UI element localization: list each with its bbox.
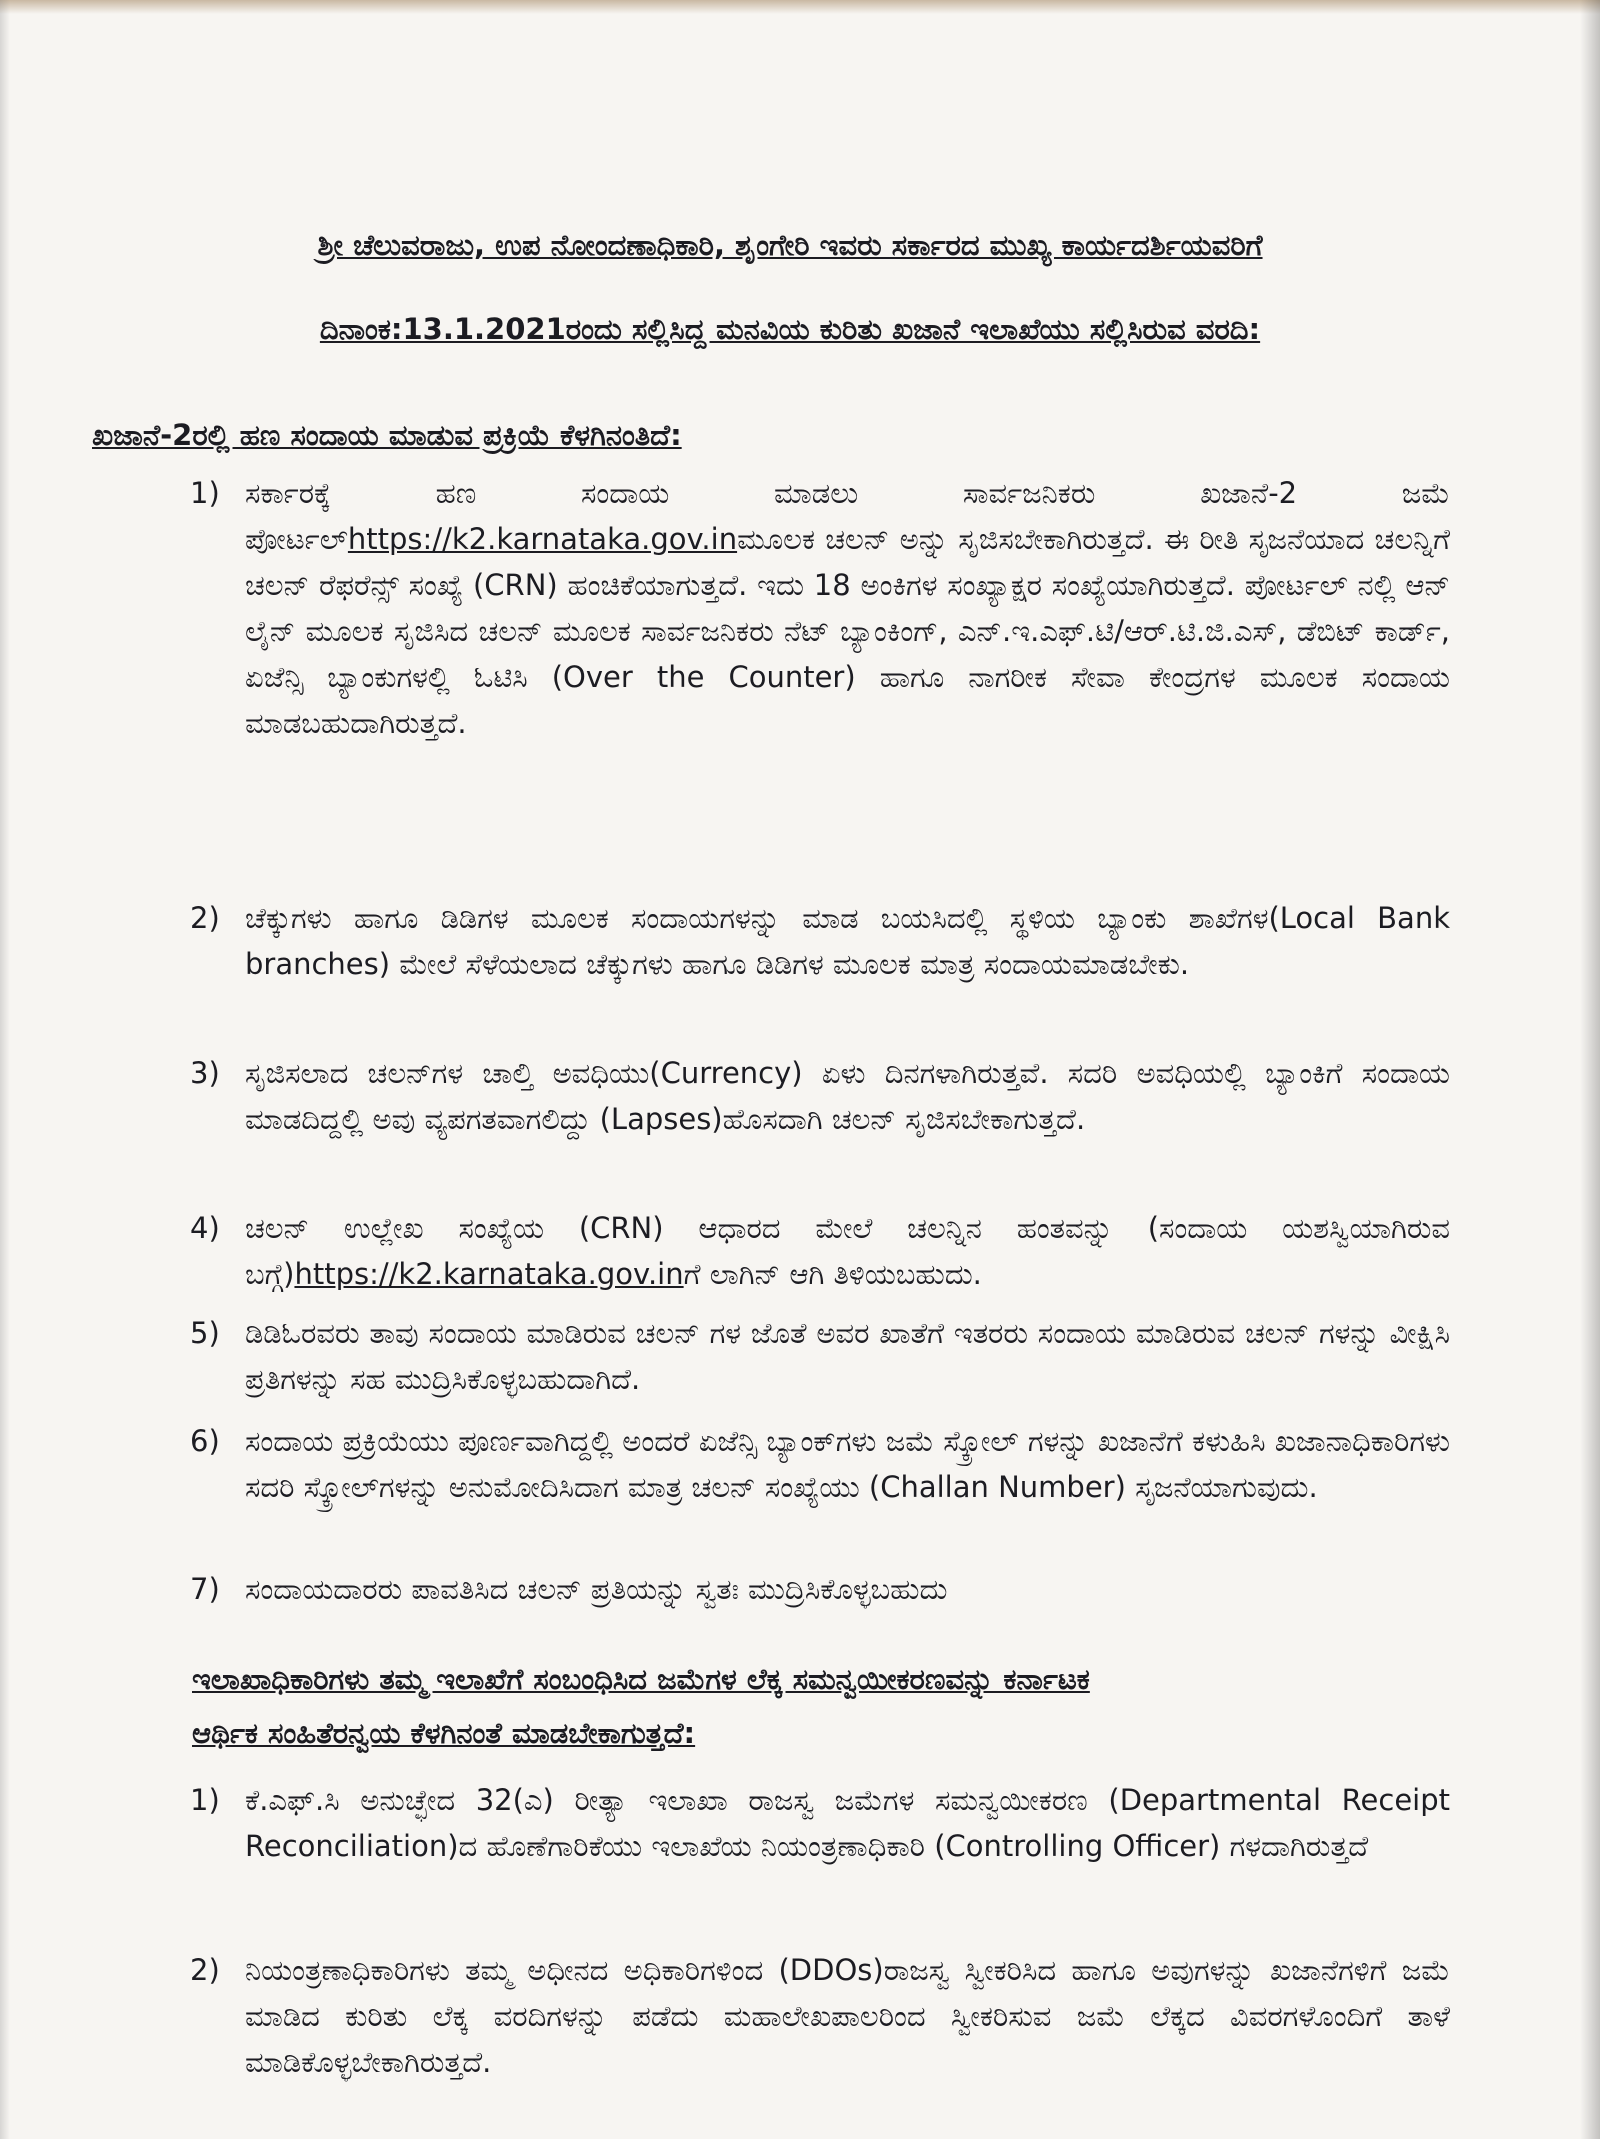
item-number: 7) <box>190 1572 220 1606</box>
heading-line-2: ದಿನಾಂಕ:13.1.2021ರಂದು ಸಲ್ಲಿಸಿದ್ದ ಮನವಿಯ ಕುರಿತು ಖಜಾನೆ ಇಲಾಖೆಯು ಸಲ್ಲಿಸಿರುವ ವರದಿ: <box>319 312 1261 346</box>
heading-line-1: ಶ್ರೀ ಚೆಲುವರಾಜು, ಉಪ ನೋಂದಣಾಧಿಕಾರಿ, ಶೃಂಗೇರಿ ಇವರು ಸರ್ಕಾರದ ಮುಖ್ಯ ಕಾರ್ಯದರ್ಶಿಯವರಿಗೆ <box>317 228 1263 262</box>
item-text: ಸೃಜಿಸಲಾದ ಚಲನ್‌ಗಳ ಚಾಲ್ತಿ ಅವಧಿಯು(Currency) ಏಳು ದಿನಗಳಾಗಿರುತ್ತವೆ. ಸದರಿ ಅವಧಿಯಲ್ಲಿ ಬ್ಯಾಂಕಿಗೆ ಸಂದಾಯ ಮಾಡದಿದ್ದಲ್ಲಿ ಅವು ವ್ಯಪಗತವಾಗಲಿದ್ದು (Lapses)ಹೊಸದಾಗಿ ಚಲನ್ ಸೃಜಿಸಬೇಕಾಗುತ್ತದೆ. <box>245 1056 1450 1136</box>
item-text <box>245 1205 1450 1297</box>
section-1-item-6 <box>190 1418 1450 1510</box>
item-text-after: ಮೂಲಕ ಚಲನ್ ಅನ್ನು ಸೃಜಿಸಬೇಕಾಗಿರುತ್ತದೆ. ಈ ರೀತಿ ಸೃಜನೆಯಾದ ಚಲನ್ನಿಗೆ ಚಲನ್ ರೆಫರೆನ್ಸ್ ಸಂಖ್ಯೆ (CRN) ಹಂಚಿಕೆಯಾಗುತ್ತದೆ. ಇದು 18 ಅಂಕಿಗಳ ಸಂಖ್ಯಾಕ್ಷರ ಸಂಖ್ಯೆಯಾಗಿರುತ್ತದೆ. ಪೋರ್ಟಲ್ ನಲ್ಲಿ ಆನ್ ಲೈನ್ ಮೂಲಕ ಸೃಜಿಸಿದ ಚಲನ್ ಮೂಲಕ ಸಾರ್ವಜನಿಕರು ನೆಟ್ ಬ್ಯಾಂಕಿಂಗ್, ಎನ್.ಇ.ಎಫ್.ಟಿ/ಆರ್.ಟಿ.ಜಿ.ಎಸ್, ಡೆಬಿಟ್ ಕಾರ್ಡ್, ಏಜೆನ್ಸಿ ಬ್ಯಾಂಕುಗಳಲ್ಲಿ ಓಟಿಸಿ (Over the Counter) ಹಾಗೂ ನಾಗರೀಕ ಸೇವಾ ಕೇಂದ್ರಗಳ ಮೂಲಕ ಸಂದಾಯ ಮಾಡಬಹುದಾಗಿರುತ್ತದೆ. <box>245 522 1450 740</box>
section-1-item-3 <box>190 1050 1450 1142</box>
item-text: ಡಿಡಿಓರವರು ತಾವು ಸಂದಾಯ ಮಾಡಿರುವ ಚಲನ್ ಗಳ ಜೊತೆ ಅವರ ಖಾತೆಗೆ ಇತರರು ಸಂದಾಯ ಮಾಡಿರುವ ಚಲನ್ ಗಳನ್ನು ವೀಕ್ಷಿಸಿ ಪ್ರತಿಗಳನ್ನು ಸಹ ಮುದ್ರಿಸಿಕೊಳ್ಳಬಹುದಾಗಿದೆ. <box>245 1316 1450 1396</box>
section-1-item-4 <box>190 1205 1450 1297</box>
section-1-item-1 <box>190 470 1450 746</box>
section-1-item-7 <box>190 1566 1450 1612</box>
section-1-item-2 <box>190 895 1450 987</box>
item-text: ಕೆ.ಎಫ್.ಸಿ ಅನುಚ್ಛೇದ 32(ಎ) ರೀತ್ಯಾ ಇಲಾಖಾ ರಾಜಸ್ವ ಜಮೆಗಳ ಸಮನ್ವಯೀಕರಣ (Departmental Receipt Reconciliation)ದ ಹೊಣೆಗಾರಿಕೆಯು ಇಲಾಖೆಯ ನಿಯಂತ್ರಣಾಧಿಕಾರಿ (Controlling Officer) ಗಳದಾಗಿರುತ್ತದೆ <box>245 1783 1450 1863</box>
item-number: 3) <box>190 1056 220 1090</box>
item-number: 5) <box>190 1316 220 1350</box>
item-number: 1) <box>190 1783 220 1817</box>
section-2-title-line-1: ಇಲಾಖಾಧಿಕಾರಿಗಳು ತಮ್ಮ ಇಲಾಖೆಗೆ ಸಂಬಂಧಿಸಿದ ಜಮೆಗಳ ಲೆಕ್ಕ ಸಮನ್ವಯೀಕರಣವನ್ನು ಕರ್ನಾಟಕ <box>192 1662 1090 1696</box>
section-2-item-1 <box>190 1777 1450 1869</box>
item-number: 2) <box>190 901 220 935</box>
section-2-item-2 <box>190 1947 1450 2085</box>
item-text-before: ಚಲನ್ ಉಲ್ಲೇಖ ಸಂಖ್ಯೆಯ (CRN) ಆಧಾರದ ಮೇಲೆ ಚಲನ್ನಿನ ಹಂತವನ್ನು (ಸಂದಾಯ ಯಶಸ್ವಿಯಾಗಿರುವ ಬಗ್ಗೆ) <box>245 1211 1450 1291</box>
item-text: ಚೆಕ್ಕುಗಳು ಹಾಗೂ ಡಿಡಿಗಳ ಮೂಲಕ ಸಂದಾಯಗಳನ್ನು ಮಾಡ ಬಯಸಿದಲ್ಲಿ ಸ್ಥಳಿಯ ಬ್ಯಾಂಕು ಶಾಖೆಗಳ(Local Bank branches) ಮೇಲೆ ಸೆಳೆಯಲಾದ ಚೆಕ್ಕುಗಳು ಹಾಗೂ ಡಿಡಿಗಳ ಮೂಲಕ ಮಾತ್ರ ಸಂದಾಯಮಾಡಬೇಕು. <box>245 901 1450 981</box>
item-text <box>245 470 1450 746</box>
portal-link[interactable]: https://k2.karnataka.gov.in <box>294 1257 684 1291</box>
item-number: 1) <box>190 476 220 510</box>
item-text: ಸಂದಾಯ ಪ್ರಕ್ರಿಯೆಯು ಪೂರ್ಣವಾಗಿದ್ದಲ್ಲಿ ಅಂದರೆ ಏಜೆನ್ಸಿ ಬ್ಯಾಂಕ್‌ಗಳು ಜಮೆ ಸ್ಕ್ರೋಲ್ ಗಳನ್ನು ಖಜಾನೆಗೆ ಕಳುಹಿಸಿ ಖಜಾನಾಧಿಕಾರಿಗಳು ಸದರಿ ಸ್ಕ್ರೋಲ್‌ಗಳನ್ನು ಅನುಮೋದಿಸಿದಾಗ ಮಾತ್ರ ಚಲನ್ ಸಂಖ್ಯೆಯು (Challan Number) ಸೃಜನೆಯಾಗುವುದು. <box>245 1424 1450 1504</box>
section-1-title: ಖಜಾನೆ-2ರಲ್ಲಿ ಹಣ ಸಂದಾಯ ಮಾಡುವ ಪ್ರಕ್ರಿಯೆ ಕೆಳಗಿನಂತಿದೆ: <box>92 418 682 452</box>
section-2-title-line-2: ಆರ್ಥಿಕ ಸಂಹಿತೆರನ್ವಯ ಕೆಳಗಿನಂತೆ ಮಾಡಬೇಕಾಗುತ್ತದೆ: <box>192 1716 696 1750</box>
item-number: 4) <box>190 1211 220 1245</box>
item-number: 6) <box>190 1424 220 1458</box>
item-text: ನಿಯಂತ್ರಣಾಧಿಕಾರಿಗಳು ತಮ್ಮ ಅಧೀನದ ಅಧಿಕಾರಿಗಳಿಂದ (DDOs)ರಾಜಸ್ವ ಸ್ವೀಕರಿಸಿದ ಹಾಗೂ ಅವುಗಳನ್ನು ಖಜಾನೆಗಳಿಗೆ ಜಮೆ ಮಾಡಿದ ಕುರಿತು ಲೆಕ್ಕ ವರದಿಗಳನ್ನು ಪಡೆದು ಮಹಾಲೇಖಪಾಲರಿಂದ ಸ್ವೀಕರಿಸುವ ಜಮೆ ಲೆಕ್ಕದ ವಿವರಗಳೊಂದಿಗೆ ತಾಳೆ ಮಾಡಿಕೊಳ್ಳಬೇಕಾಗಿರುತ್ತದೆ. <box>245 1953 1450 2079</box>
section-1-item-5 <box>190 1310 1450 1402</box>
item-text-after: ಗೆ ಲಾಗಿನ್ ಆಗಿ ತಿಳಿಯಬಹುದು. <box>683 1257 982 1291</box>
item-number: 2) <box>190 1953 220 1987</box>
item-text: ಸಂದಾಯದಾರರು ಪಾವತಿಸಿದ ಚಲನ್ ಪ್ರತಿಯನ್ನು ಸ್ವತಃ ಮುದ್ರಿಸಿಕೊಳ್ಳಬಹುದು <box>245 1572 948 1606</box>
item-text-before: ಸರ್ಕಾರಕ್ಕೆ ಹಣ ಸಂದಾಯ ಮಾಡಲು ಸಾರ್ವಜನಿಕರು ಖಜಾನೆ-2 ಜಮೆ ಪೋರ್ಟಲ್ <box>245 476 1450 556</box>
portal-link[interactable]: https://k2.karnataka.gov.in <box>347 522 738 556</box>
